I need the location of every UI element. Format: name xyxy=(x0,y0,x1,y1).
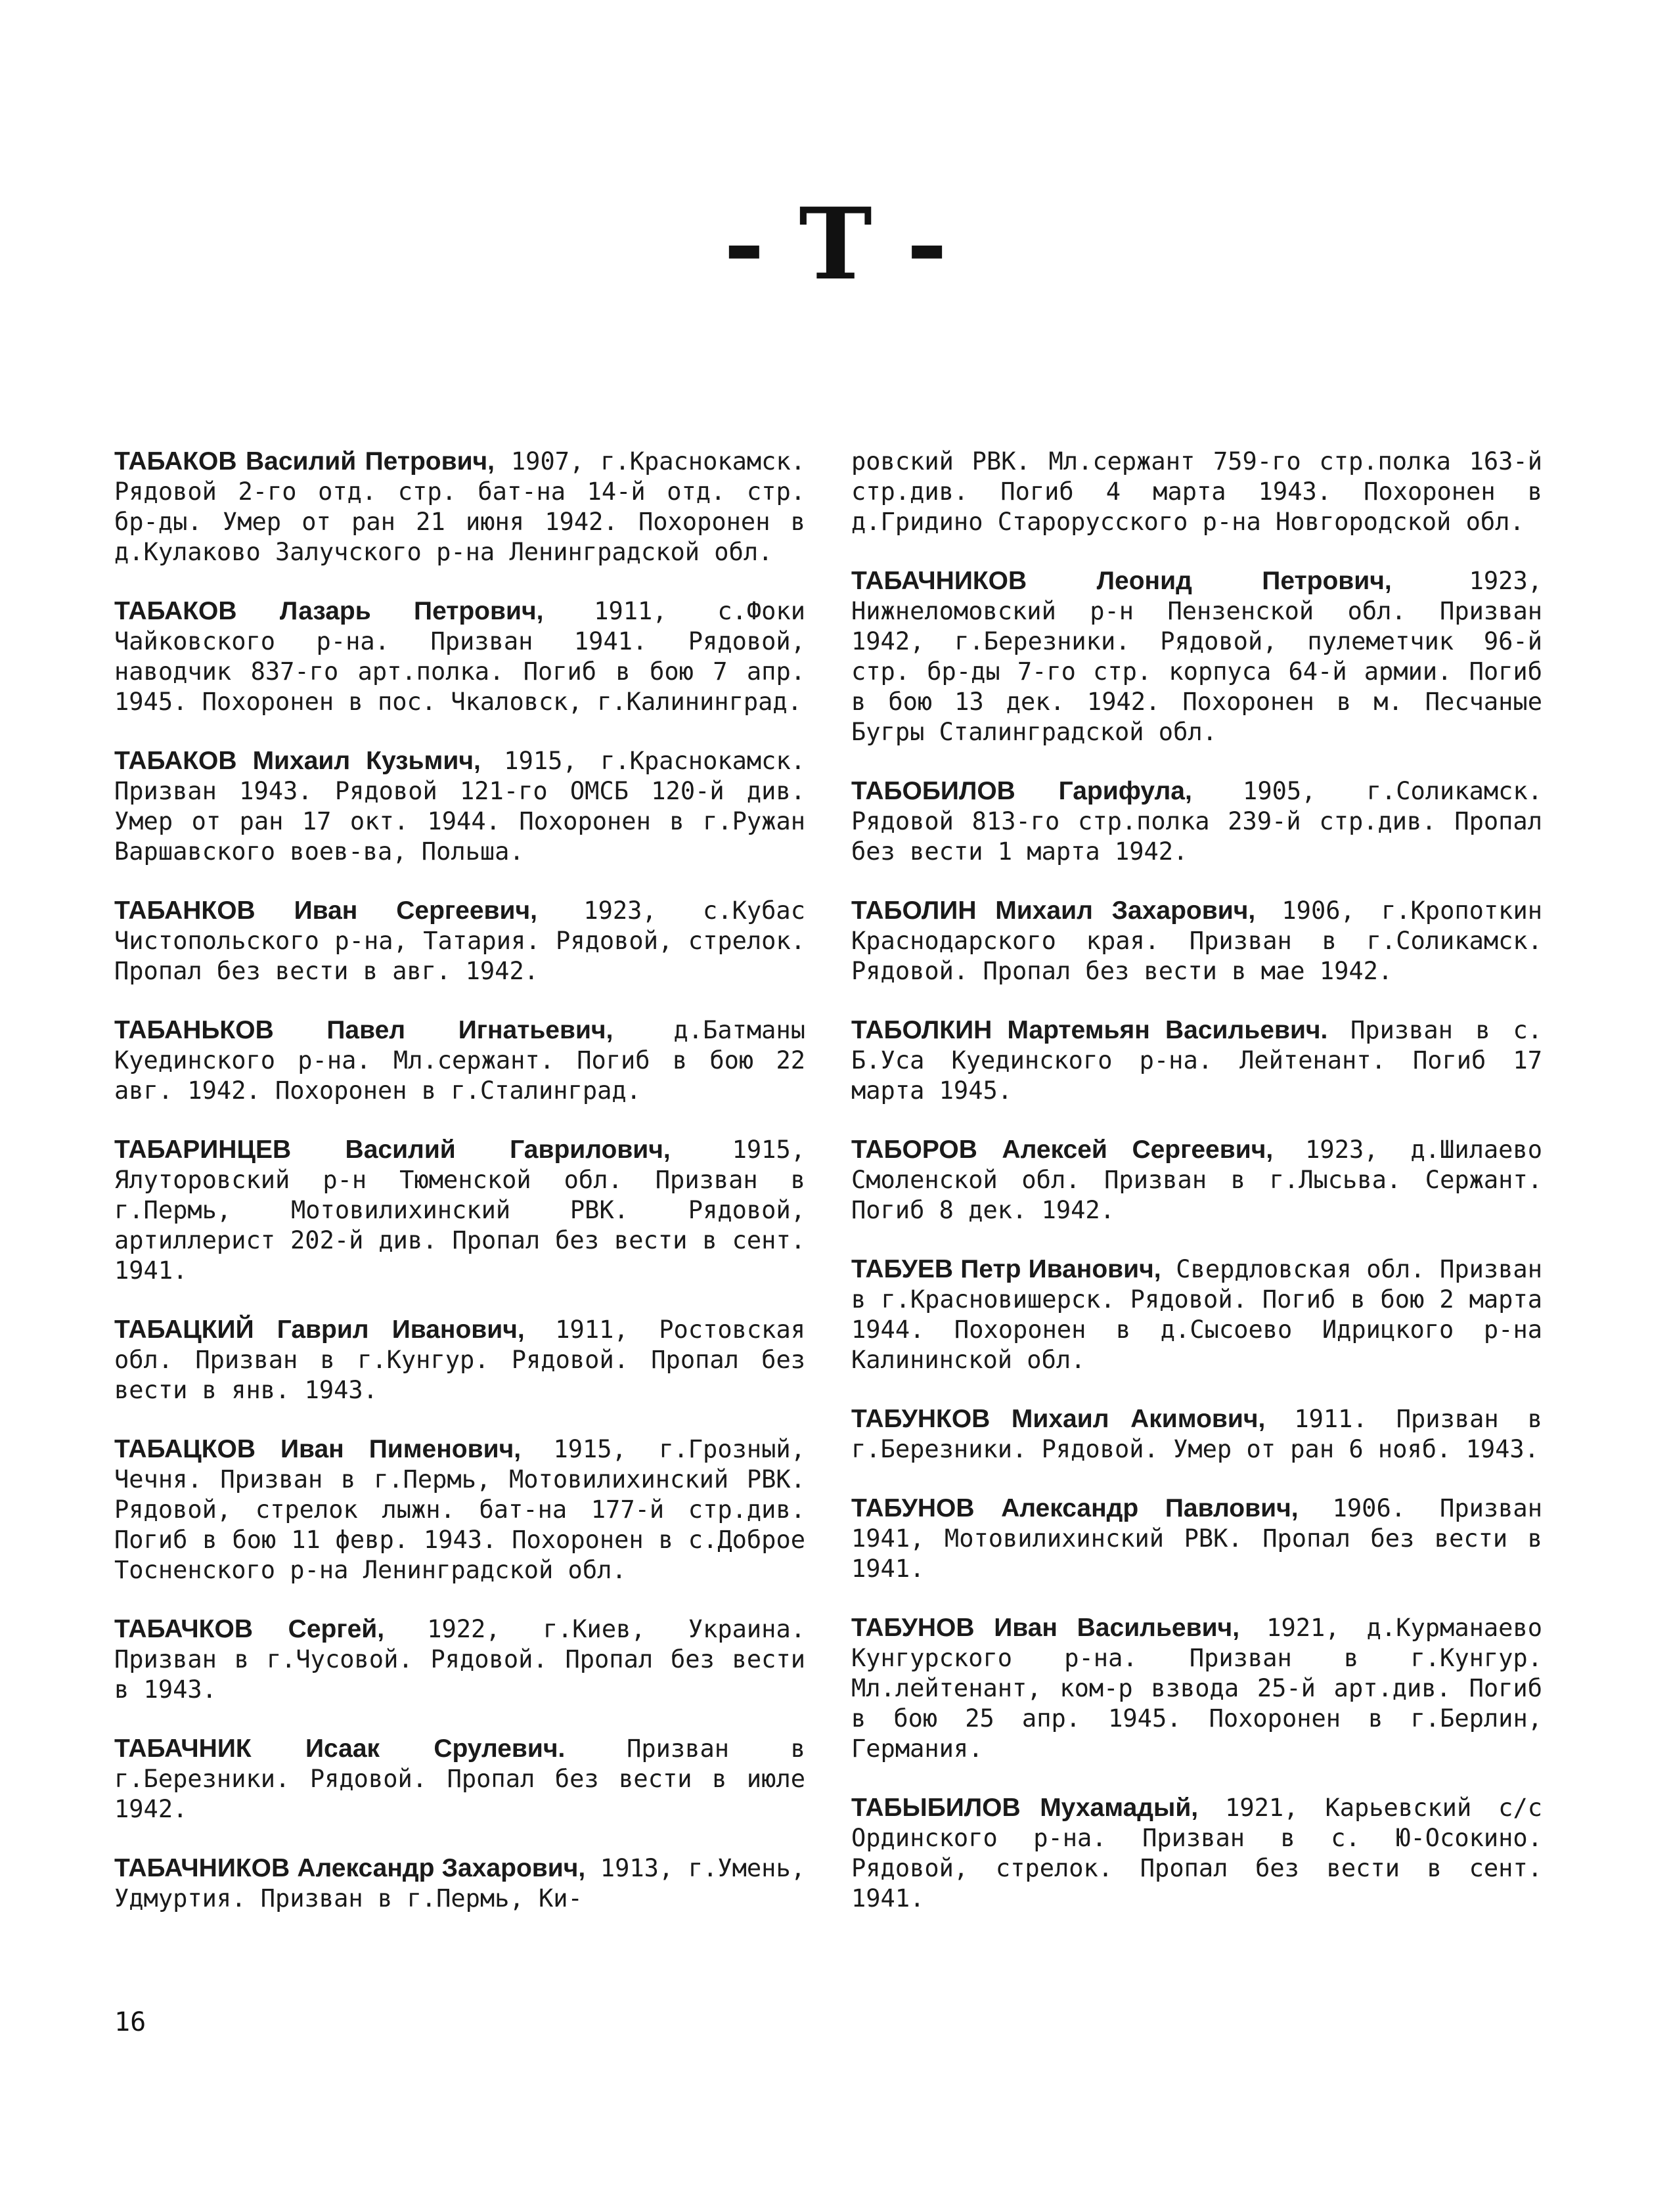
entry-text: 1923, д.Шилаево Смоленской обл. Призван в г.Лысьва. Сержант. Погиб 8 дек. 1942. xyxy=(851,1136,1542,1224)
section-letter-heading: - Т - xyxy=(723,187,948,302)
entry-text: 1911, с.Фоки Чайковского р-на. Призван 1941. Рядовой, наводчик 837-го арт.полка. Погиб в бою 7 апр. 1945. Похоронен в пос. Чкаловск, г.Калининград. xyxy=(114,597,805,716)
entry-text: ровский РВК. Мл.сержант 759-го стр.полка 163-й стр.див. Погиб 4 марта 1943. Похоронен в д.Гридино Старорусского р-на Новгородской обл. xyxy=(851,447,1542,536)
entry-text: 1906, г.Кропоткин Краснодарского края. Призван в г.Соликамск. Рядовой. Пропал без вести в мае 1942. xyxy=(851,896,1543,985)
entry xyxy=(851,1015,1542,1106)
entry-name: ТАБАНЬКОВ Павел Игнатьевич, xyxy=(114,1016,613,1044)
entry xyxy=(114,596,805,717)
entry-continuation xyxy=(851,447,1542,537)
entry-name: ТАБАЧНИК Исаак Срулевич. xyxy=(114,1735,566,1763)
entry-name: ТАБАКОВ Михаил Кузьмич, xyxy=(114,747,481,775)
entry-text: 1921, Карьевский с/с Ординского р-на. Призван в с. Ю-Осокино. Рядовой, стрелок. Пропал без вести в сент. 1941. xyxy=(851,1794,1543,1913)
entry-name: ТАБОРОВ Алексей Сергеевич, xyxy=(851,1136,1274,1164)
entry xyxy=(114,896,805,986)
entry-text: 1913, г.Умень, Удмуртия. Призван в г.Пермь, Ки- xyxy=(114,1854,806,1913)
entry xyxy=(851,1135,1542,1226)
entry-name: ТАБУНКОВ Михаил Акимович, xyxy=(851,1405,1266,1433)
entry xyxy=(114,1015,805,1106)
entry-name: ТАБОЛИН Михаил Захарович, xyxy=(851,896,1256,925)
entry xyxy=(851,1793,1542,1914)
entry xyxy=(851,1493,1542,1584)
entry-text: 1923, с.Кубас Чистопольского р-на, Татария. Рядовой, стрелок. Пропал без вести в авг. 1942. xyxy=(114,896,805,985)
entry-name: ТАБАЧНИКОВ Александр Захарович, xyxy=(114,1854,586,1882)
page-number: 16 xyxy=(114,2007,146,2037)
entry-text: д.Батманы Куединского р-на. Мл.сержант. Погиб в бою 22 авг. 1942. Похоронен в г.Сталинград. xyxy=(114,1016,805,1105)
entry xyxy=(114,1734,805,1825)
entry-name: ТАБЫБИЛОВ Мухамадый, xyxy=(851,1794,1199,1822)
entry-text: Свердловская обл. Призван в г.Красновишерск. Рядовой. Погиб в бою 2 марта 1944. Похоронен в д.Сысоево Идрицкого р-на Калининской обл. xyxy=(851,1255,1542,1374)
entry-text: 1906. Призван 1941, Мотовилихинский РВК. Пропал без вести в 1941. xyxy=(851,1494,1542,1583)
entry xyxy=(851,1404,1542,1465)
entry xyxy=(851,776,1542,867)
entry xyxy=(114,1434,805,1585)
entry xyxy=(851,896,1542,986)
entry-text: Призван в с. Б.Уса Куединского р-на. Лейтенант. Погиб 17 марта 1945. xyxy=(851,1016,1542,1105)
entry-text: 1905, г.Соликамск. Рядовой 813-го стр.полка 239-й стр.див. Пропал без вести 1 марта 1942. xyxy=(851,777,1542,866)
entry xyxy=(851,566,1542,747)
entry-text: 1915, Ялуторовский р-н Тюменской обл. Призван в г.Пермь, Мотовилихинский РВК. Рядовой, артиллерист 202-й див. Пропал без вести в сент. 1941. xyxy=(114,1136,805,1285)
entry-name: ТАБАЦКОВ Иван Пименович, xyxy=(114,1435,522,1463)
entry xyxy=(114,447,805,567)
entry-name: ТАБАКОВ Василий Петрович, xyxy=(114,447,495,476)
entry-name: ТАБУНОВ Александр Павлович, xyxy=(851,1494,1299,1522)
entry-name: ТАБАЦКИЙ Гаврил Иванович, xyxy=(114,1316,525,1344)
entry xyxy=(114,1853,805,1914)
entry-name: ТАБАРИНЦЕВ Василий Гаврилович, xyxy=(114,1136,671,1164)
entry-text: 1911, Ростовская обл. Призван в г.Кунгур. Рядовой. Пропал без вести в янв. 1943. xyxy=(114,1316,805,1404)
right-column xyxy=(851,447,1542,1943)
entry xyxy=(851,1254,1542,1375)
entry xyxy=(114,1315,805,1405)
entry-text: Призван в г.Березники. Рядовой. Пропал без вести в июле 1942. xyxy=(114,1735,806,1823)
entry-name: ТАБУЕВ Петр Иванович, xyxy=(851,1255,1161,1283)
entry-name: ТАБАЧНИКОВ Леонид Петрович, xyxy=(851,567,1392,595)
entry-text: 1915, г.Краснокамск. Призван 1943. Рядовой 121-го ОМСБ 120-й див. Умер от ран 17 окт. 1944. Похоронен в г.Ружан Варшавского воев-ва, Польша. xyxy=(114,747,805,866)
entry-text: 1922, г.Киев, Украина. Призван в г.Чусовой. Рядовой. Пропал без вести в 1943. xyxy=(114,1615,805,1704)
entry-name: ТАБАКОВ Лазарь Петрович, xyxy=(114,597,544,625)
entry xyxy=(114,746,805,867)
entry-text: 1907, г.Краснокамск. Рядовой 2-го отд. стр. бат-на 14-й отд. стр. бр-ды. Умер от ран 21 июня 1942. Похоронен в д.Кулаково Залучского р-на Ленинградской обл. xyxy=(114,447,806,566)
entry-name: ТАБОЛКИН Мартемьян Васильевич. xyxy=(851,1016,1328,1044)
entry xyxy=(851,1613,1542,1764)
left-column xyxy=(114,447,805,1943)
entry-text: 1915, г.Грозный, Чечня. Призван в г.Пермь, Мотовилихинский РВК. Рядовой, стрелок лыжн. бат-на 177-й стр.див. Погиб в бою 11 февр. 1943. Похоронен в с.Доброе Тосненского р-на Ленинградской обл. xyxy=(114,1435,805,1584)
entry-text: 1911. Призван в г.Березники. Рядовой. Умер от ран 6 нояб. 1943. xyxy=(851,1405,1542,1463)
entry xyxy=(114,1135,805,1286)
entry-name: ТАБУНОВ Иван Васильевич, xyxy=(851,1614,1240,1642)
entry-text: 1923, Нижнеломовский р-н Пензенской обл. Призван 1942, г.Березники. Рядовой, пулеметчик 96-й стр. бр-ды 7-го стр. корпуса 64-й армии. Погиб в бою 13 дек. 1942. Похоронен в м. Песчаные Бугры Сталинградской обл. xyxy=(851,567,1543,746)
entry-text: 1921, д.Курманаево Кунгурского р-на. Призван в г.Кунгур. Мл.лейтенант, ком-р взвода 25-й арт.див. Погиб в бою 25 апр. 1945. Похоронен в г.Берлин, Германия. xyxy=(851,1614,1542,1763)
entry xyxy=(114,1614,805,1705)
entry-name: ТАБАЧКОВ Сергей, xyxy=(114,1615,385,1643)
entry-name: ТАБАНКОВ Иван Сергеевич, xyxy=(114,896,537,925)
entry-name: ТАБОБИЛОВ Гарифула, xyxy=(851,777,1192,805)
